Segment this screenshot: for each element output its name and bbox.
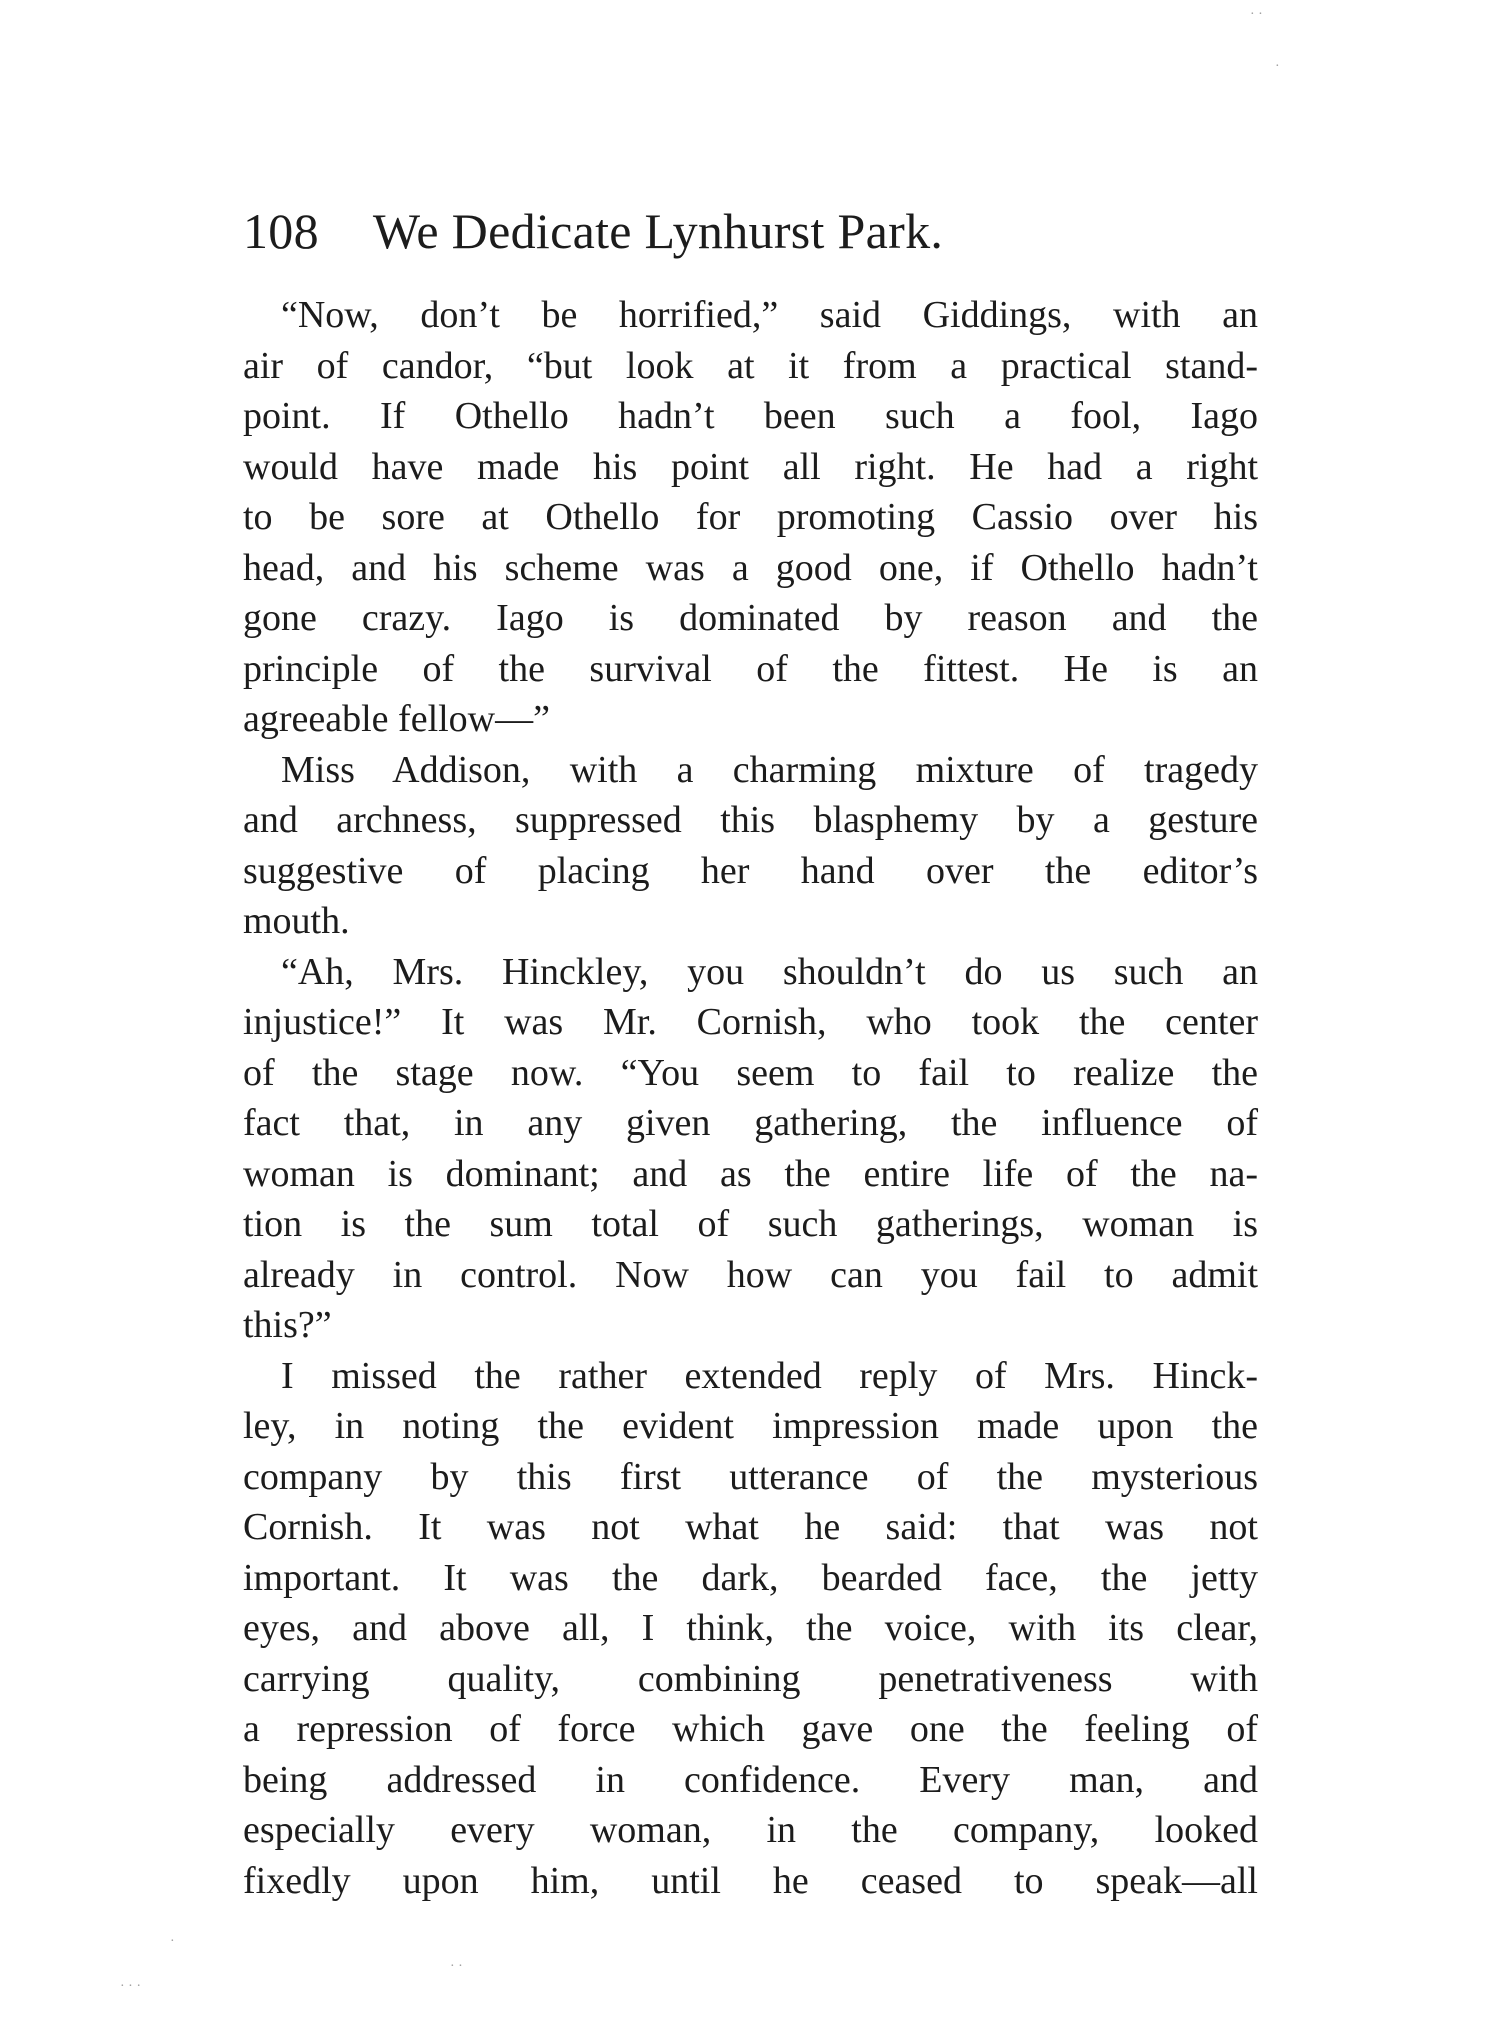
text-line: already in control. Now how can you fail to admit bbox=[243, 1253, 1258, 1296]
text-line: head, and his scheme was a good one, if Othello hadn’t bbox=[243, 546, 1258, 589]
text-line: Cornish. It was not what he said: that was not bbox=[243, 1506, 1258, 1548]
text-line: fact that, in any given gathering, the influence of bbox=[243, 1102, 1258, 1144]
page-number: 108 bbox=[243, 203, 319, 259]
text-line: “Ah, Mrs. Hinckley, you shouldn’t do us such an bbox=[281, 950, 1258, 993]
text-line: point. If Othello hadn’t been such a fool, Iago bbox=[243, 395, 1258, 437]
scan-speck: · · bbox=[450, 1959, 463, 1974]
page-header bbox=[243, 196, 1263, 266]
text-line: this?” bbox=[243, 1304, 332, 1346]
text-line: being addressed in confidence. Every man, and bbox=[243, 1758, 1258, 1801]
text-line: injustice!” It was Mr. Cornish, who took the center bbox=[243, 1001, 1258, 1043]
text-line: eyes, and above all, I think, the voice, with its clear, bbox=[243, 1607, 1258, 1649]
text-line: fixedly upon him, until he ceased to speak—all bbox=[243, 1859, 1258, 1902]
text-line: I missed the rather extended reply of Mrs. Hinck- bbox=[281, 1354, 1258, 1397]
running-title: We Dedicate Lynhurst Park. bbox=[372, 203, 944, 259]
body-text bbox=[243, 290, 1258, 1906]
text-line: Miss Addison, with a charming mixture of tragedy bbox=[281, 748, 1258, 791]
text-line: would have made his point all right. He had a right bbox=[243, 445, 1258, 488]
text-line: of the stage now. “You seem to fail to realize the bbox=[243, 1051, 1258, 1094]
text-line: to be sore at Othello for promoting Cassio over his bbox=[243, 496, 1258, 538]
text-line: carrying quality, combining penetrativeness with bbox=[243, 1657, 1258, 1700]
text-line: company by this first utterance of the mysterious bbox=[243, 1455, 1258, 1498]
text-line: especially every woman, in the company, looked bbox=[243, 1809, 1258, 1851]
text-line: mouth. bbox=[243, 900, 350, 942]
text-line: gone crazy. Iago is dominated by reason and the bbox=[243, 597, 1258, 639]
text-line: suggestive of placing her hand over the editor’s bbox=[243, 849, 1258, 892]
text-line: tion is the sum total of such gatherings, woman is bbox=[243, 1203, 1258, 1245]
text-line: woman is dominant; and as the entire life of the na- bbox=[243, 1152, 1258, 1195]
scan-speck: · bbox=[1275, 59, 1280, 74]
scan-speck: · · · bbox=[120, 1979, 141, 1994]
text-line: and archness, suppressed this blasphemy by a gesture bbox=[243, 799, 1258, 841]
text-line: a repression of force which gave one the feeling of bbox=[243, 1708, 1258, 1750]
text-line: air of candor, “but look at it from a practical stand- bbox=[243, 344, 1258, 387]
text-line: important. It was the dark, bearded face, the jetty bbox=[243, 1556, 1258, 1599]
text-line: agreeable fellow—” bbox=[243, 698, 550, 740]
text-line: ley, in noting the evident impression made upon the bbox=[243, 1405, 1258, 1447]
text-line: principle of the survival of the fittest. He is an bbox=[243, 647, 1258, 690]
scan-speck: · · bbox=[1250, 7, 1263, 22]
text-line: “Now, don’t be horrified,” said Giddings, with an bbox=[281, 294, 1258, 336]
scan-speck: · bbox=[170, 1934, 175, 1949]
